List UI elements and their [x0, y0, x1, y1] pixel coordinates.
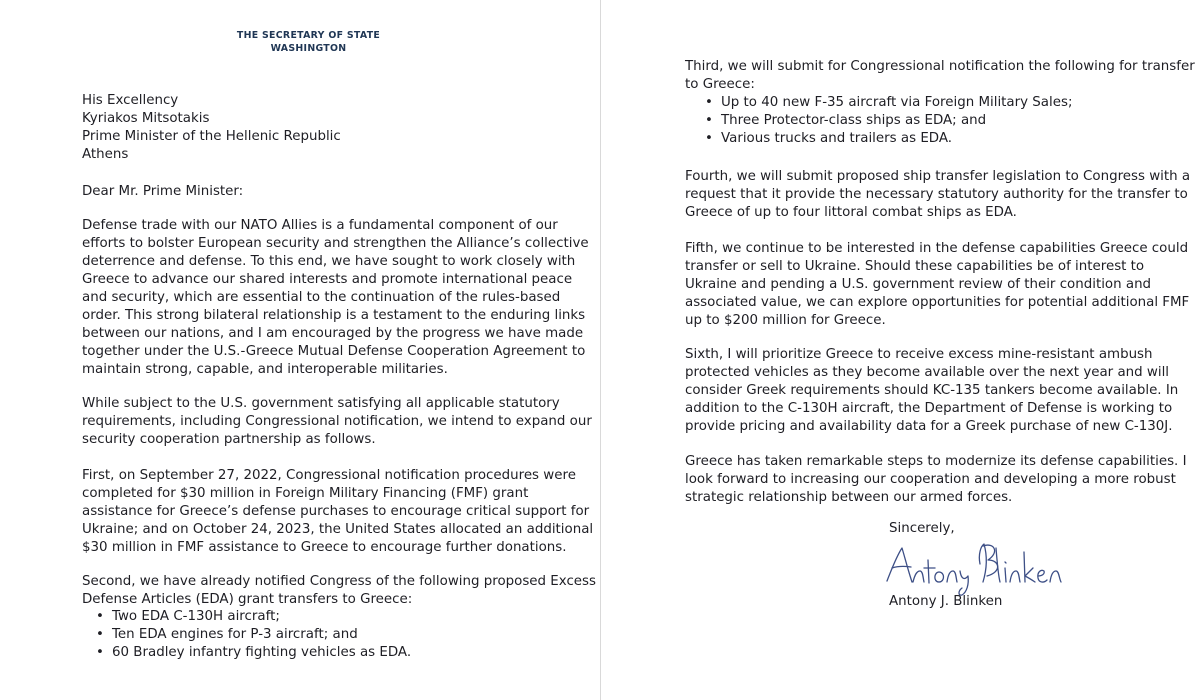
paragraph-sixth [685, 346, 1179, 436]
text-line: First, on September 27, 2022, Congressional notification procedures were [82, 468, 576, 483]
paragraph-conclusion [685, 453, 1187, 507]
list-item-text: Various trucks and trailers as EDA. [721, 131, 953, 146]
bullet-icon: • [96, 645, 104, 660]
paragraph-second [82, 573, 597, 609]
text-line: Fifth, we continue to be interested in the defense capabilities Greece could [685, 241, 1189, 256]
text-line: Greece to advance our shared interests and promote international peace [82, 272, 573, 287]
paragraph-fourth [685, 168, 1191, 222]
list-item [96, 644, 576, 662]
bullet-icon: • [96, 609, 104, 624]
address-line: Prime Minister of the Hellenic Republic [82, 129, 341, 144]
address-line: Athens [82, 147, 129, 162]
text-line: assistance for Greece’s defense purchases to encourage critical support for [82, 504, 590, 519]
text-line: maintain strong, capable, and interoperable militaries. [82, 362, 448, 377]
list-item [705, 94, 1145, 112]
text-line: order. This strong bilateral relationship is a testament to the enduring links [82, 308, 586, 323]
bullet-icon: • [705, 95, 713, 110]
text-line: Defense trade with our NATO Allies is a fundamental component of our [82, 218, 558, 233]
text-line: look forward to increasing our cooperation and developing a more robust [685, 472, 1176, 487]
text-line: and security, which are essential to the continuation of the rules-based [82, 290, 561, 305]
text-line: $30 million in FMF assistance to Greece to encourage further donations. [82, 540, 567, 555]
closing: Sincerely, [889, 521, 955, 536]
text-line: addition to the C-130H aircraft, the Department of Defense is working to [685, 401, 1173, 416]
list-item-text: Two EDA C-130H aircraft; [112, 609, 280, 624]
paragraph-fifth [685, 240, 1190, 330]
text-line: between our nations, and I am encouraged by the progress we have made [82, 326, 584, 341]
paragraph-statutory [82, 395, 592, 449]
list-item-text: Ten EDA engines for P-3 aircraft; and [112, 627, 358, 642]
paragraph-defense-trade [82, 217, 589, 379]
paragraph-first [82, 467, 594, 557]
text-line: requirements, including Congressional notification, we intend to expand our [82, 414, 592, 429]
list-item [96, 608, 576, 626]
text-line: efforts to bolster European security and strengthen the Alliance’s collective [82, 236, 589, 251]
letter-page-2 [601, 0, 1200, 700]
text-line: transfer or sell to Ukraine. Should these capabilities be of interest to [685, 259, 1145, 274]
congressional-notification-list [705, 94, 1145, 148]
bullet-icon: • [705, 131, 713, 146]
recipient-address [82, 92, 582, 164]
text-line: Greece of up to four littoral combat ships as EDA. [685, 205, 1017, 220]
text-line: deterrence and defense. To this end, we have sought to work closely with [82, 254, 576, 269]
text-line: While subject to the U.S. government satisfying all applicable statutory [82, 396, 560, 411]
bullet-icon: • [705, 113, 713, 128]
text-line: request that it provide the necessary statutory authority for the transfer to [685, 187, 1188, 202]
text-line: security cooperation partnership as follows. [82, 432, 376, 447]
text-line: consider Greek requirements should KC-135 tankers become available. In [685, 383, 1179, 398]
handwritten-signature [884, 538, 1069, 598]
text-line: Defense Articles (EDA) grant transfers to Greece: [82, 592, 413, 607]
salutation: Dear Mr. Prime Minister: [82, 184, 244, 199]
list-item-text: 60 Bradley infantry fighting vehicles as EDA. [112, 645, 412, 660]
text-line: Ukraine and pending a U.S. government review of their condition and [685, 277, 1152, 292]
text-line: together under the U.S.-Greece Mutual Defense Cooperation Agreement to [82, 344, 586, 359]
text-line: Fourth, we will submit proposed ship transfer legislation to Congress with a [685, 169, 1191, 184]
paragraph-third [685, 58, 1195, 94]
text-line: protected vehicles as they become available over the next year and will [685, 365, 1170, 380]
text-line: strategic relationship between our armed forces. [685, 490, 1013, 505]
list-item [705, 130, 1145, 148]
text-line: up to $200 million for Greece. [685, 313, 886, 328]
text-line: Ukraine; and on October 24, 2023, the United States allocated an additional [82, 522, 594, 537]
address-line: His Excellency [82, 93, 179, 108]
signer-name: Antony J. Blinken [889, 594, 1003, 609]
text-line: associated value, we can explore opportunities for potential additional FMF [685, 295, 1190, 310]
text-line: Second, we have already notified Congress of the following proposed Excess [82, 574, 597, 589]
letterhead [205, 29, 412, 55]
list-item [96, 626, 576, 644]
text-line: Greece has taken remarkable steps to modernize its defense capabilities. I [685, 454, 1187, 469]
list-item [705, 112, 1145, 130]
eda-transfer-list [96, 608, 576, 662]
text-line: Sixth, I will prioritize Greece to receive excess mine-resistant ambush [685, 347, 1153, 362]
signature-drawing [884, 538, 1069, 598]
list-item-text: Up to 40 new F-35 aircraft via Foreign Military Sales; [721, 95, 1073, 110]
letterhead-city: WASHINGTON [270, 43, 347, 54]
text-line: to Greece: [685, 77, 755, 92]
letterhead-title: THE SECRETARY OF STATE [236, 30, 381, 41]
text-line: Third, we will submit for Congressional notification the following for transfer [685, 59, 1195, 74]
bullet-icon: • [96, 627, 104, 642]
address-line: Kyriakos Mitsotakis [82, 111, 210, 126]
text-line: provide pricing and availability data for a Greek purchase of new C-130J. [685, 419, 1173, 434]
text-line: completed for $30 million in Foreign Military Financing (FMF) grant [82, 486, 529, 501]
list-item-text: Three Protector-class ships as EDA; and [721, 113, 987, 128]
